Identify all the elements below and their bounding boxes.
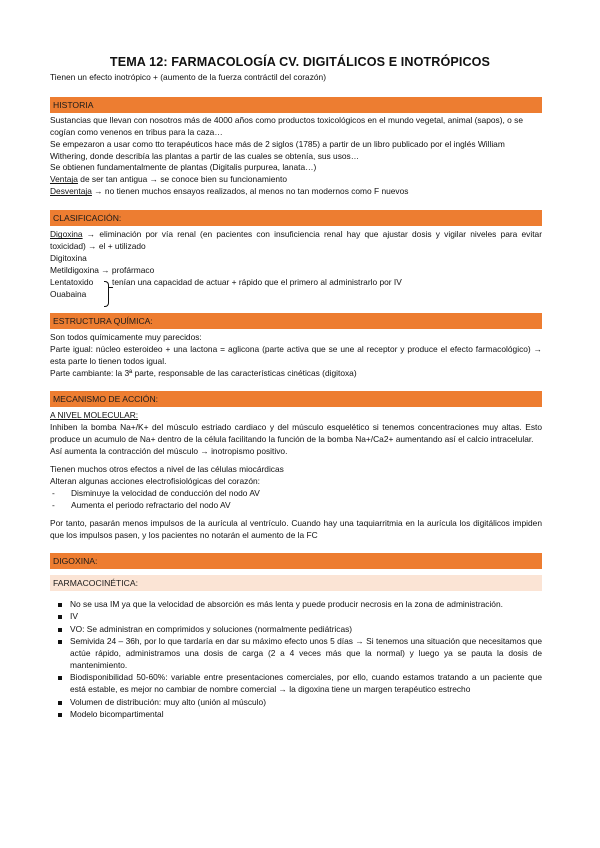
document-title: TEMA 12: FARMACOLOGÍA CV. DIGITÁLICOS E INOTRÓPICOS — [109, 55, 491, 69]
mecanismo-subheader: A NIVEL MOLECULAR: — [50, 410, 139, 421]
desventaja-text: → no tienen muchos ensayos realizados, al menos no tan modernos como F nuevos — [91, 186, 409, 197]
historia-ventaja — [50, 174, 542, 186]
historia-desventaja — [50, 186, 542, 198]
historia-line: Sustancias que llevan con nosotros más de 4000 años como productos toxicológicos en el mundo vegetal, animal (sapos), o se cogían como venenos en tribus para la caza… — [50, 114, 523, 137]
section-header-estructura: ESTRUCTURA QUÍMICA: — [50, 313, 542, 329]
lentatoxido-line: Lentatoxido — [50, 276, 94, 287]
section-header-digoxina: DIGOXINA: — [50, 553, 542, 569]
digoxina-line — [50, 229, 542, 253]
list-item: Volumen de distribución: muy alto (unión al músculo) — [50, 697, 542, 709]
list-item: VO: Se administran en comprimidos y soluciones (normalmente pediátricas) — [50, 624, 542, 636]
historia-line: Se obtienen fundamentalmente de plantas (Digitalis purpurea, lanata…) — [50, 162, 317, 173]
estructura-line: Parte cambiante: la 3ª parte, responsable de las características cinéticas (digitoxa) — [50, 367, 357, 378]
list-item: No se usa IM ya que la velocidad de absorción es más lenta y puede producir necrosis en la zona de administración. — [50, 599, 542, 611]
historia-line: Se empezaron a usar como tto terapéuticos hace más de 2 siglos (1785) a partir de un libro publicado por el inglés William Withering, donde describía las plantas a partir de las cuales se obtenía, sus usos… — [50, 138, 505, 161]
mecanismo-para: Así aumenta la contracción del músculo → inotropismo positivo. — [50, 446, 288, 457]
list-item: - Disminuye la velocidad de conducción del nodo AV — [50, 488, 542, 500]
list-item: - Aumenta el periodo refractario del nodo AV — [50, 500, 542, 512]
digitoxina-line: Digitoxina — [50, 253, 87, 264]
intro-text: Tienen un efecto inotrópico + (aumento de la fuerza contráctil del corazón) — [50, 71, 326, 82]
historia-body — [50, 115, 542, 198]
digoxina-label: Digoxina — [50, 229, 83, 240]
section-header-clasificacion: CLASIFICACIÓN: — [50, 210, 542, 226]
estructura-line: Son todos químicamente muy parecidos: — [50, 331, 202, 342]
section-header-historia: HISTORIA — [50, 97, 542, 113]
estructura-line: Parte igual: núcleo esteroideo + una lactona = aglicona (parte activa que se une al receptor y produce el efecto farmacológico) → esta parte lo tienen todos igual. — [50, 343, 542, 366]
mecanismo-para: Alteran algunas acciones electrofisiológicas del corazón: — [50, 476, 260, 487]
subsection-header-farmacocinetica: FARMACOCINÉTICA: — [50, 575, 542, 591]
farmacocinetica-list — [50, 599, 542, 721]
list-item: Semivida 24 – 36h, por lo que tardaría en dar su máximo efecto unos 5 días → Si tenemos una situación que necesitamos que actúe rápido, administramos una dosis de carga (2 a 4 veces más que la normal) y luego ya se pauta la dosis de mantenimiento. — [50, 636, 542, 672]
digoxina-text: → eliminación por vía renal (en pacientes con insuficiencia renal hay que ajustar dosis y vigilar niveles para evitar toxicidad) → el + utilizado — [50, 229, 542, 252]
bracket-group — [50, 277, 542, 301]
bracket-note: tenían una capacidad de actuar + rápido que el primero al administrarlo por IV — [112, 276, 402, 287]
mecanismo-para: Por tanto, pasarán menos impulsos de la aurícula al ventrículo. Cuando hay una taquiarritmia en la aurícula los digitálicos impiden que los impulsos pasen, y los pacientes no notarán el aumento de la FC — [50, 517, 542, 540]
section-header-mecanismo: MECANISMO DE ACCIÓN: — [50, 391, 542, 407]
mecanismo-bullet-list — [50, 488, 542, 512]
metildigoxina-line: Metildigoxina → profármaco — [50, 265, 155, 276]
mecanismo-body — [50, 410, 542, 541]
ventaja-text: de ser tan antigua → se conoce bien su funcionamiento — [77, 174, 287, 185]
bracket-shape — [104, 281, 109, 307]
estructura-body — [50, 332, 542, 380]
list-item: Biodisponibilidad 50-60%: variable entre presentaciones comerciales, por ello, cuando estamos tratando a un paciente que está estable, es mejor no cambiar de nombre comercial → la digoxina tiene un margen terapéutico estrecho — [50, 672, 542, 696]
desventaja-label: Desventaja — [50, 186, 92, 197]
mecanismo-para: Tienen muchos otros efectos a nivel de las células miocárdicas — [50, 464, 284, 475]
list-item: IV — [50, 611, 542, 623]
ouabaina-line: Ouabaina — [50, 288, 87, 299]
clasificacion-body — [50, 229, 542, 301]
mecanismo-para: Inhiben la bomba Na+/K+ del músculo estriado cardiaco y del músculo esquelético si tenemos concentraciones muy altas. Esto produce un acumulo de Na+ dentro de la célula facilitando la función de la bomba Na+/Ca2+ aumentando así el calcio intracelular. — [50, 422, 542, 445]
list-item: Modelo bicompartimental — [50, 709, 542, 721]
ventaja-label: Ventaja — [50, 174, 78, 185]
